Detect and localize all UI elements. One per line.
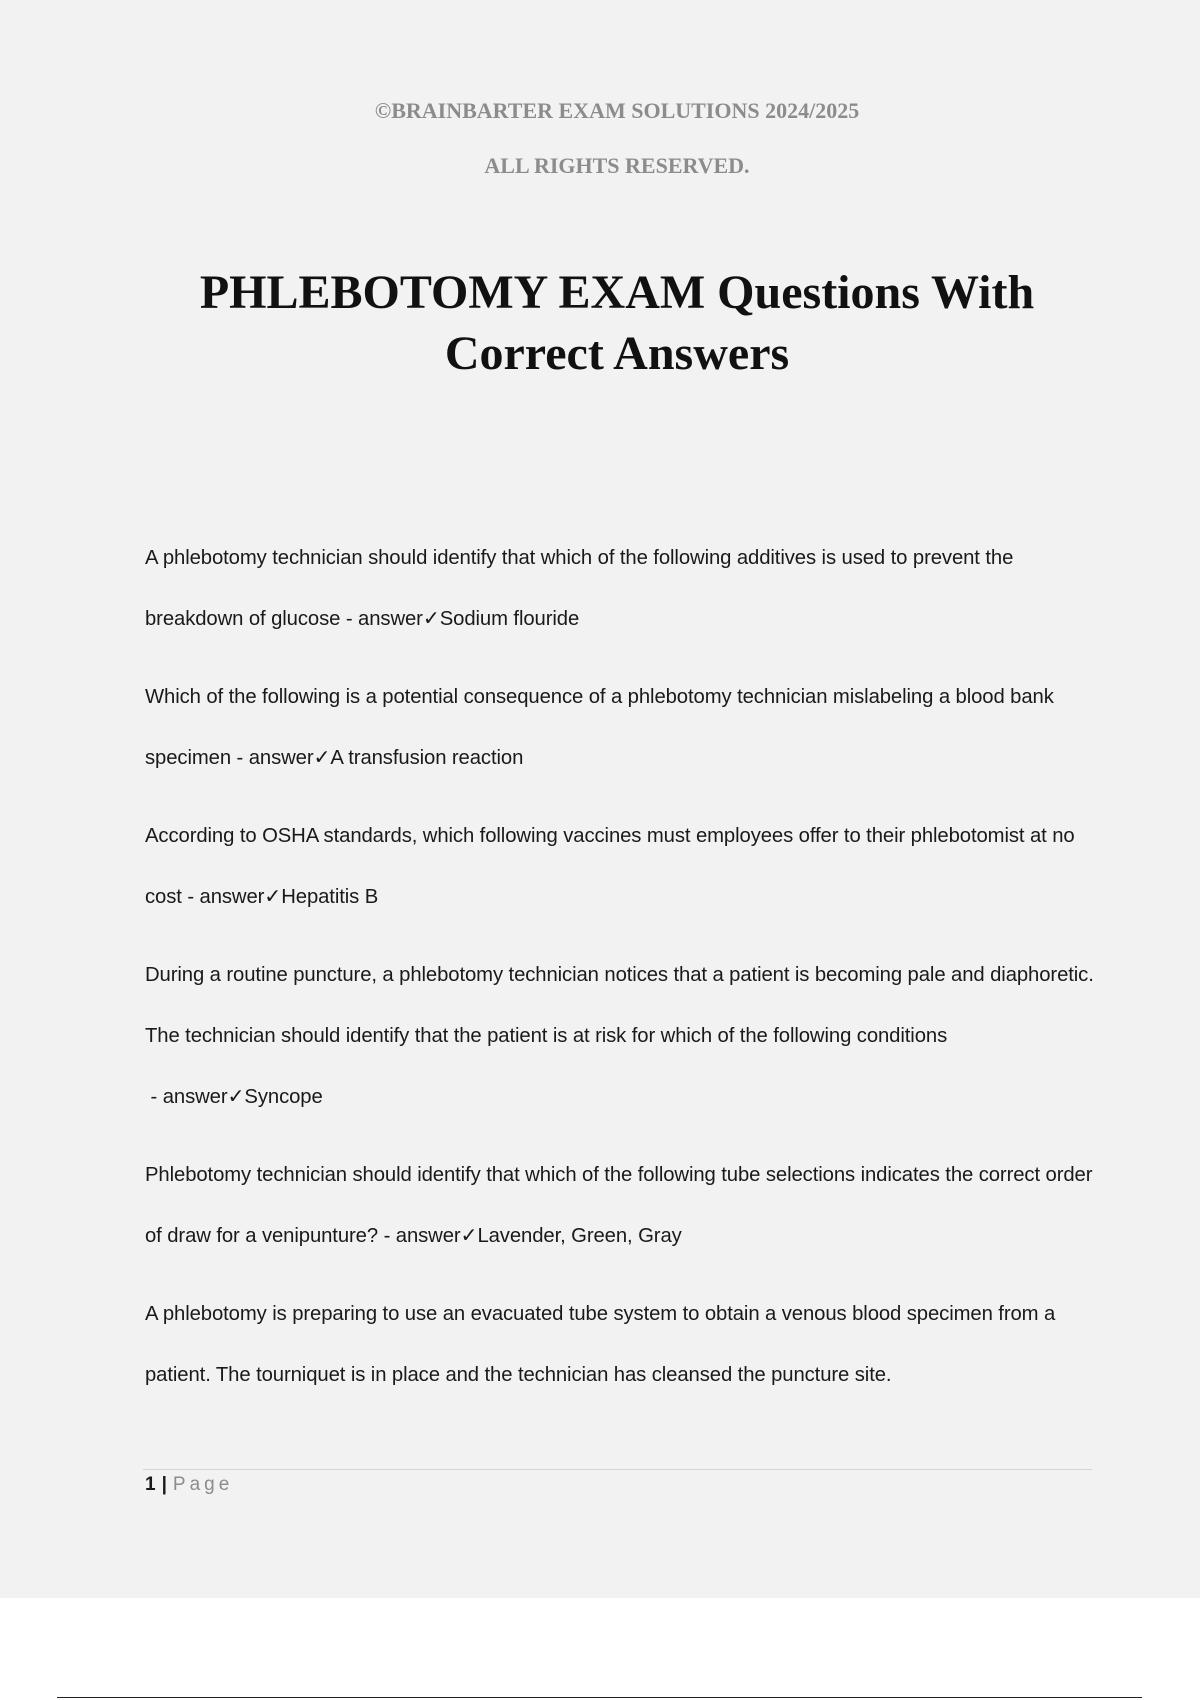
answer-text: A transfusion reaction xyxy=(330,747,524,769)
question-text: According to OSHA standards, which following vaccines must employees offer to their phlebotomist at no cost xyxy=(145,825,1075,908)
question-separator: - xyxy=(378,1225,396,1247)
rights-reserved-header: ALL RIGHTS RESERVED. xyxy=(484,153,750,178)
bottom-rule xyxy=(57,1697,1142,1698)
qa-item xyxy=(145,1145,1095,1267)
answer-marker: answer✓ xyxy=(162,1086,245,1108)
title-line-1: PHLEBOTOMY EXAM Questions With xyxy=(199,266,1035,319)
qa-item xyxy=(145,528,1095,650)
question-separator: - xyxy=(231,747,249,769)
title-line-2: Correct Answers xyxy=(444,327,790,380)
qa-item xyxy=(145,945,1095,1128)
footer-divider xyxy=(143,1469,1092,1470)
answer-text: Lavender, Green, Gray xyxy=(477,1225,682,1247)
question-text: Which of the following is a potential consequence of a phlebotomy technician mislabeling a blood bank specimen xyxy=(145,686,1054,769)
document-title xyxy=(0,262,1200,384)
question-text: During a routine puncture, a phlebotomy technician notices that a patient is becoming pale and diaphoretic. The technician should identify that the patient is at risk for which of the following conditions xyxy=(145,964,1094,1047)
answer-text: Syncope xyxy=(244,1086,323,1108)
answer-marker: answer✓ xyxy=(199,886,282,908)
question-text: A phlebotomy is preparing to use an evacuated tube system to obtain a venous blood specimen from a patient. The tourniquet is in place and the technician has cleansed the puncture site. xyxy=(145,1303,1056,1386)
question-separator: - xyxy=(340,608,359,630)
answer-marker: answer✓ xyxy=(358,608,440,630)
answer-text: Sodium flouride xyxy=(439,608,580,630)
question-answer-list xyxy=(145,528,1095,1423)
question-text: A phlebotomy technician should identify that which of the following additives is used to prevent the breakdown of glucose xyxy=(145,547,1014,630)
answer-text: Hepatitis B xyxy=(281,886,379,908)
qa-item xyxy=(145,667,1095,789)
page-number: 1 xyxy=(145,1474,156,1495)
question-separator: - xyxy=(145,1086,163,1108)
copyright-header: ©BRAINBARTER EXAM SOLUTIONS 2024/2025 xyxy=(374,98,860,123)
page-label: Page xyxy=(172,1474,234,1495)
question-separator: - xyxy=(181,886,200,908)
qa-item xyxy=(145,1284,1095,1406)
answer-marker: answer✓ xyxy=(248,747,331,769)
qa-item xyxy=(145,806,1095,928)
page-divider: | xyxy=(161,1474,167,1495)
question-text: Phlebotomy technician should identify that which of the following tube selections indicates the correct order of draw for a venipunture? xyxy=(145,1164,1093,1247)
page-footer xyxy=(145,1474,233,1496)
answer-marker: answer✓ xyxy=(395,1225,478,1247)
